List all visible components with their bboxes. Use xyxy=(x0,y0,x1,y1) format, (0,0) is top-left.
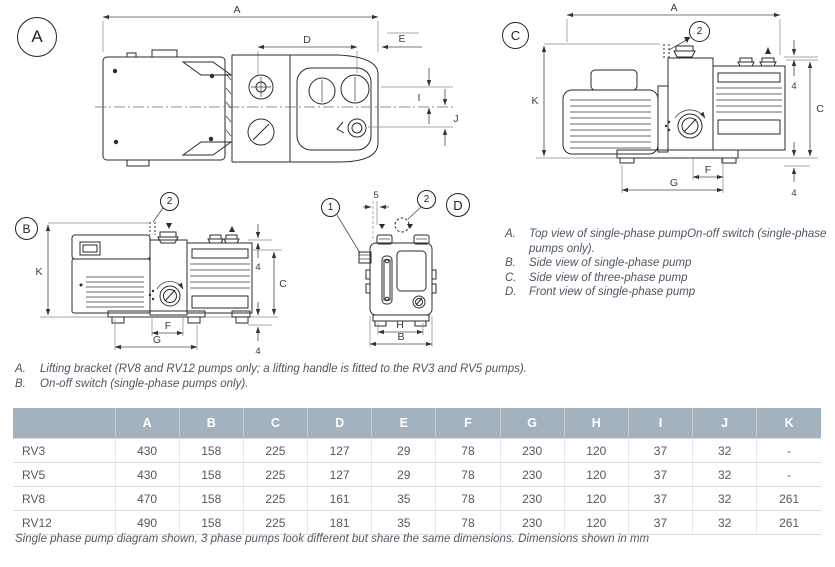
value-cell: 158 xyxy=(179,463,243,487)
value-cell: 261 xyxy=(757,511,821,535)
dim-label-k: K xyxy=(35,266,43,278)
value-cell: - xyxy=(757,463,821,487)
view-badge-c: C xyxy=(502,22,529,49)
value-cell: 158 xyxy=(179,487,243,511)
model-cell: RV3 xyxy=(13,439,115,463)
legend-text: Side view of three-phase pump xyxy=(529,271,688,284)
value-cell: 78 xyxy=(436,439,500,463)
value-cell: 37 xyxy=(628,463,692,487)
value-cell: 35 xyxy=(372,487,436,511)
value-cell: 158 xyxy=(179,511,243,535)
callout-notes xyxy=(15,362,595,392)
view-badge-b: B xyxy=(15,217,38,240)
balloon-2-three-phase: 2 xyxy=(689,21,710,42)
dim-label-d: D xyxy=(303,34,311,46)
value-cell: 32 xyxy=(693,463,757,487)
value-cell: 230 xyxy=(500,511,564,535)
value-cell: 225 xyxy=(243,439,307,463)
value-cell: 37 xyxy=(628,511,692,535)
dim-label-5: 5 xyxy=(373,190,379,201)
dim-label-g: G xyxy=(152,334,162,346)
table-row-rv8 xyxy=(13,487,821,511)
value-cell: 225 xyxy=(243,463,307,487)
value-cell: 470 xyxy=(115,487,179,511)
dimensions-table xyxy=(13,408,821,535)
value-cell: 78 xyxy=(436,463,500,487)
value-cell: 120 xyxy=(564,463,628,487)
dim-label-a: A xyxy=(233,4,241,16)
legend-item-a xyxy=(505,227,827,256)
table-row-rv12 xyxy=(13,511,821,535)
legend-item-c xyxy=(505,271,827,286)
value-cell: 161 xyxy=(308,487,372,511)
dim-label-i: I xyxy=(417,92,421,104)
value-cell: 225 xyxy=(243,487,307,511)
value-cell: 37 xyxy=(628,487,692,511)
footer-note: Single phase pump diagram shown, 3 phase pumps look different but share the same dimensions. Dimensions shown in mm xyxy=(15,533,650,545)
balloon-2-side-view: 2 xyxy=(160,192,179,211)
value-cell: 29 xyxy=(372,439,436,463)
dim-label-4-top: 4 xyxy=(791,81,797,92)
header-cell: A xyxy=(115,408,179,439)
value-cell: 127 xyxy=(308,439,372,463)
value-cell: 32 xyxy=(693,487,757,511)
value-cell: 78 xyxy=(436,511,500,535)
note-key: B. xyxy=(15,378,26,390)
note-text: On-off switch (single-phase pumps only). xyxy=(40,378,249,390)
view-badge-a: A xyxy=(17,17,57,57)
model-cell: RV12 xyxy=(13,511,115,535)
value-cell: 37 xyxy=(628,439,692,463)
balloon-2-front-view: 2 xyxy=(417,190,436,209)
header-cell: E xyxy=(372,408,436,439)
value-cell: 32 xyxy=(693,439,757,463)
legend-key: B. xyxy=(505,257,516,269)
note-text: Lifting bracket (RV8 and RV12 pumps only; a lifting handle is fitted to the RV3 and RV5 pumps). xyxy=(40,363,527,375)
legend-item-d xyxy=(505,285,827,300)
diagram-front-view xyxy=(315,183,485,363)
value-cell: 120 xyxy=(564,511,628,535)
table-header-row xyxy=(13,408,821,439)
value-cell: 78 xyxy=(436,487,500,511)
model-cell: RV5 xyxy=(13,463,115,487)
dim-label-c: C xyxy=(279,278,287,290)
header-cell: B xyxy=(179,408,243,439)
legend-key: A. xyxy=(505,228,516,240)
header-cell: K xyxy=(757,408,821,439)
header-cell: J xyxy=(693,408,757,439)
dim-label-g: G xyxy=(669,177,679,189)
value-cell: 490 xyxy=(115,511,179,535)
dim-label-f: F xyxy=(704,164,712,176)
dim-label-4-bottom: 4 xyxy=(791,188,797,199)
value-cell: 430 xyxy=(115,439,179,463)
legend-text: Top view of single-phase pumpOn-off switch (single-phase pumps only). xyxy=(529,228,827,255)
dim-label-b: B xyxy=(397,331,405,343)
view-badge-d: D xyxy=(446,193,470,217)
dim-label-h: H xyxy=(396,319,404,331)
value-cell: 225 xyxy=(243,511,307,535)
diagram-side-view-single-phase xyxy=(10,178,350,360)
legend-text: Front view of single-phase pump xyxy=(529,286,696,298)
diagram-side-view-three-phase xyxy=(488,0,835,212)
value-cell: 430 xyxy=(115,463,179,487)
value-cell: 35 xyxy=(372,511,436,535)
dim-label-4-bottom: 4 xyxy=(255,346,261,357)
diagram-top-view xyxy=(85,2,457,174)
legend-key: D. xyxy=(505,286,517,298)
value-cell: 230 xyxy=(500,487,564,511)
value-cell: 261 xyxy=(757,487,821,511)
table-row-rv5 xyxy=(13,463,821,487)
dim-label-a: A xyxy=(670,2,678,14)
value-cell: 120 xyxy=(564,439,628,463)
dim-label-k: K xyxy=(531,95,539,107)
header-cell: F xyxy=(436,408,500,439)
legend-key: C. xyxy=(505,271,517,284)
dim-label-c: C xyxy=(816,103,824,115)
header-cell: I xyxy=(628,408,692,439)
value-cell: 230 xyxy=(500,463,564,487)
dim-label-e: E xyxy=(398,33,406,45)
value-cell: 230 xyxy=(500,439,564,463)
value-cell: 120 xyxy=(564,487,628,511)
header-cell: H xyxy=(564,408,628,439)
dim-label-j: J xyxy=(453,113,459,125)
legend-item-b xyxy=(505,256,827,271)
header-cell xyxy=(13,408,115,439)
value-cell: 29 xyxy=(372,463,436,487)
note-item-a xyxy=(15,362,595,377)
header-cell: C xyxy=(243,408,307,439)
legend-text: Side view of single-phase pump xyxy=(529,257,692,269)
dim-label-f: F xyxy=(164,320,172,332)
dim-label-4-top: 4 xyxy=(255,262,261,273)
view-legend xyxy=(505,227,827,300)
header-cell: G xyxy=(500,408,564,439)
table-row-rv3 xyxy=(13,439,821,463)
value-cell: 127 xyxy=(308,463,372,487)
balloon-1-front-view: 1 xyxy=(321,198,340,217)
value-cell: 158 xyxy=(179,439,243,463)
value-cell: 32 xyxy=(693,511,757,535)
header-cell: D xyxy=(308,408,372,439)
note-key: A. xyxy=(15,363,26,375)
value-cell: 181 xyxy=(308,511,372,535)
value-cell: - xyxy=(757,439,821,463)
note-item-b xyxy=(15,377,595,392)
model-cell: RV8 xyxy=(13,487,115,511)
